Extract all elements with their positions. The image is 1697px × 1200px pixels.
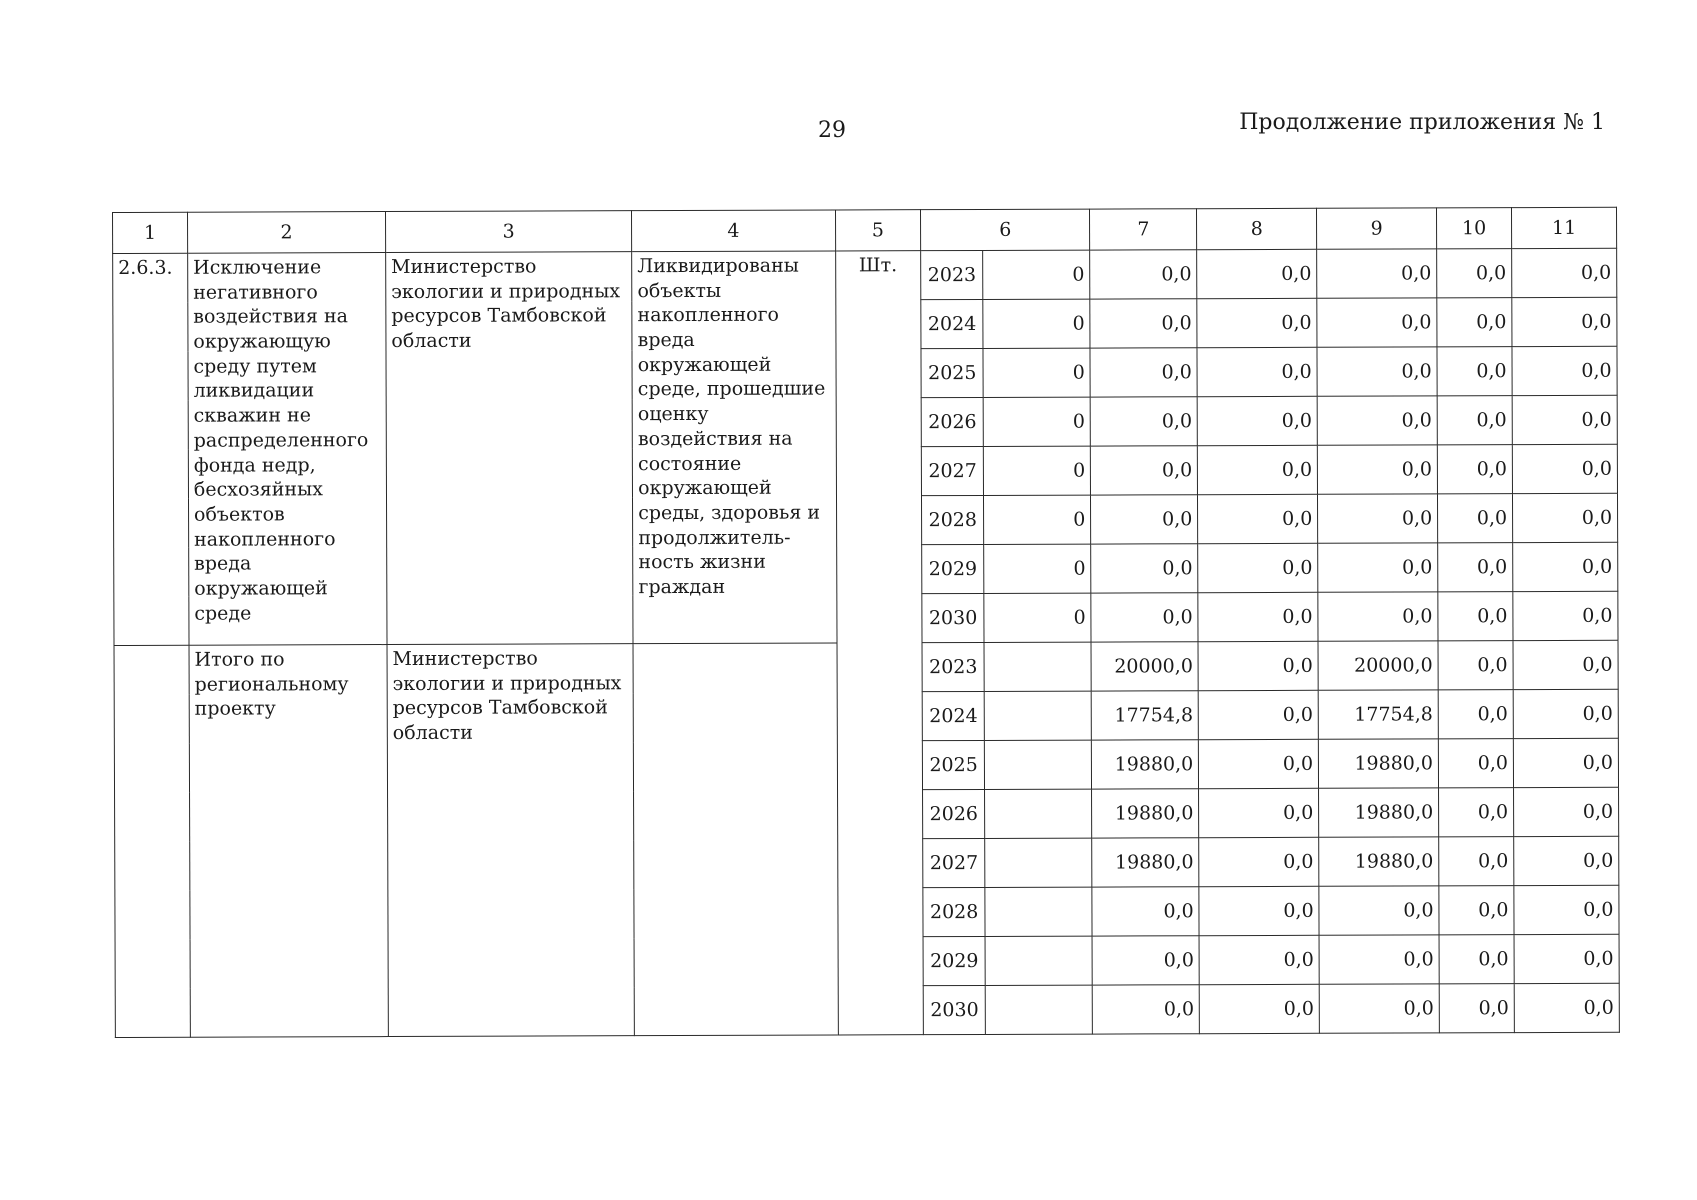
year-cell: 2026 — [923, 789, 985, 838]
amount-col-9: 0,0 — [1318, 494, 1438, 543]
amount-col-7: 0,0 — [1091, 544, 1198, 593]
col-header: 1 — [113, 212, 188, 253]
amount-col-11: 0,0 — [1512, 493, 1617, 542]
amount-col-7: 20000,0 — [1091, 642, 1198, 691]
amount-col-8: 0,0 — [1198, 592, 1318, 641]
amount-col-8: 0,0 — [1199, 935, 1319, 984]
amount-col-9: 0,0 — [1318, 445, 1438, 494]
indicator-value: 0 — [983, 250, 1090, 299]
indicator-value: 0 — [983, 299, 1090, 348]
indicator-value: 0 — [983, 397, 1090, 446]
amount-col-8: 0,0 — [1198, 641, 1318, 690]
col-header: 3 — [385, 211, 631, 253]
col-header: 7 — [1090, 209, 1197, 250]
indicator-value: 0 — [984, 593, 1091, 642]
amount-col-7: 0,0 — [1091, 495, 1198, 544]
amount-col-8: 0,0 — [1197, 396, 1317, 445]
col-header: 6 — [921, 209, 1090, 251]
amount-col-10: 0,0 — [1437, 298, 1512, 347]
item-indicator — [633, 643, 838, 1036]
indicator-value: 0 — [983, 348, 1090, 397]
item-executor: Министерство экологии и природных ресурсов Тамбовской области — [386, 252, 634, 645]
item-unit: Шт. — [835, 251, 923, 1035]
amount-col-7: 0,0 — [1092, 887, 1199, 936]
indicator-value — [985, 887, 1092, 936]
amount-col-9: 0,0 — [1317, 249, 1437, 298]
amount-col-9: 0,0 — [1319, 935, 1439, 984]
amount-col-11: 0,0 — [1512, 297, 1617, 346]
indicator-value: 0 — [984, 544, 1091, 593]
amount-col-10: 0,0 — [1439, 886, 1514, 935]
amount-col-10: 0,0 — [1439, 837, 1514, 886]
amount-col-10: 0,0 — [1437, 347, 1512, 396]
amount-col-8: 0,0 — [1200, 984, 1320, 1033]
amount-col-11: 0,0 — [1514, 836, 1619, 885]
col-header: 9 — [1317, 208, 1437, 249]
amount-col-8: 0,0 — [1198, 445, 1318, 494]
amount-col-7: 0,0 — [1092, 985, 1199, 1034]
indicator-value — [984, 642, 1091, 691]
amount-col-11: 0,0 — [1513, 591, 1618, 640]
amount-col-8: 0,0 — [1197, 347, 1317, 396]
item-name: Исключение негативного воздействия на окружающую среду путем ликвидации скважин не распределенного фонда недр, бесхозяйных объектов накопленного вреда окружающей среде — [188, 253, 387, 646]
item-name: Итого по региональному проекту — [189, 645, 388, 1038]
amount-col-9: 17754,8 — [1318, 690, 1438, 739]
year-cell: 2025 — [921, 348, 983, 397]
amount-col-8: 0,0 — [1199, 739, 1319, 788]
table-row — [113, 248, 1617, 302]
amount-col-11: 0,0 — [1512, 346, 1617, 395]
amount-col-9: 0,0 — [1318, 592, 1438, 641]
amount-col-11: 0,0 — [1512, 248, 1617, 297]
amount-col-11: 0,0 — [1514, 885, 1619, 934]
amount-col-8: 0,0 — [1197, 298, 1317, 347]
amount-col-10: 0,0 — [1437, 249, 1512, 298]
amount-col-7: 0,0 — [1090, 250, 1197, 299]
year-cell: 2029 — [922, 544, 984, 593]
year-cell: 2023 — [921, 250, 983, 299]
amount-col-11: 0,0 — [1512, 395, 1617, 444]
amount-col-10: 0,0 — [1438, 641, 1513, 690]
indicator-value: 0 — [984, 495, 1091, 544]
amount-col-9: 0,0 — [1317, 298, 1437, 347]
amount-col-11: 0,0 — [1512, 444, 1617, 493]
amount-col-7: 19880,0 — [1092, 789, 1199, 838]
amount-col-7: 19880,0 — [1092, 838, 1199, 887]
amount-col-8: 0,0 — [1197, 249, 1317, 298]
amount-col-11: 0,0 — [1513, 738, 1618, 787]
amount-col-9: 19880,0 — [1319, 837, 1439, 886]
indicator-value — [985, 740, 1092, 789]
year-cell: 2030 — [923, 985, 985, 1034]
amount-col-9: 0,0 — [1317, 396, 1437, 445]
amount-col-7: 0,0 — [1090, 348, 1197, 397]
amount-col-11: 0,0 — [1513, 542, 1618, 591]
amount-col-9: 0,0 — [1318, 543, 1438, 592]
header-row — [113, 207, 1617, 253]
year-cell: 2027 — [923, 838, 985, 887]
amount-col-7: 0,0 — [1090, 299, 1197, 348]
amount-col-9: 0,0 — [1319, 886, 1439, 935]
amount-col-10: 0,0 — [1437, 396, 1512, 445]
year-cell: 2024 — [922, 691, 984, 740]
amount-col-10: 0,0 — [1438, 543, 1513, 592]
program-table — [112, 207, 1620, 1038]
amount-col-9: 19880,0 — [1319, 739, 1439, 788]
year-cell: 2028 — [922, 495, 984, 544]
amount-col-7: 17754,8 — [1091, 691, 1198, 740]
col-header: 8 — [1197, 208, 1317, 249]
amount-col-10: 0,0 — [1438, 739, 1513, 788]
year-cell: 2025 — [923, 740, 985, 789]
item-number: 2.6.3. — [113, 253, 189, 645]
indicator-value: 0 — [984, 446, 1091, 495]
amount-col-7: 0,0 — [1091, 593, 1198, 642]
indicator-value — [985, 936, 1092, 985]
amount-col-9: 0,0 — [1317, 347, 1437, 396]
amount-col-10: 0,0 — [1439, 788, 1514, 837]
amount-col-8: 0,0 — [1198, 690, 1318, 739]
indicator-value — [985, 838, 1092, 887]
year-cell: 2030 — [922, 593, 984, 642]
col-header: 5 — [835, 210, 921, 251]
amount-col-8: 0,0 — [1198, 543, 1318, 592]
indicator-value — [985, 985, 1092, 1034]
col-header: 11 — [1511, 207, 1616, 248]
amount-col-11: 0,0 — [1514, 934, 1619, 983]
amount-col-8: 0,0 — [1199, 788, 1319, 837]
amount-col-11: 0,0 — [1513, 640, 1618, 689]
amount-col-9: 20000,0 — [1318, 641, 1438, 690]
item-indicator: Ликвидированы объекты накопленного вреда окружающей среде, прошедшие оценку воздействия на состояние окружающей среды, здоровья и продолжитель-ность жизни граждан — [632, 251, 837, 644]
year-cell: 2029 — [923, 936, 985, 985]
amount-col-10: 0,0 — [1439, 984, 1514, 1033]
amount-col-10: 0,0 — [1438, 494, 1513, 543]
amount-col-10: 0,0 — [1438, 690, 1513, 739]
year-cell: 2027 — [921, 446, 983, 495]
col-header: 2 — [187, 212, 385, 254]
amount-col-9: 19880,0 — [1319, 788, 1439, 837]
amount-col-7: 0,0 — [1092, 936, 1199, 985]
year-cell: 2024 — [921, 299, 983, 348]
amount-col-8: 0,0 — [1199, 837, 1319, 886]
amount-col-9: 0,0 — [1319, 984, 1439, 1033]
year-cell: 2028 — [923, 887, 985, 936]
col-header: 4 — [632, 210, 836, 252]
amount-col-10: 0,0 — [1437, 445, 1512, 494]
indicator-value — [984, 691, 1091, 740]
indicator-value — [985, 789, 1092, 838]
amount-col-10: 0,0 — [1438, 592, 1513, 641]
amount-col-8: 0,0 — [1198, 494, 1318, 543]
amount-col-11: 0,0 — [1513, 689, 1618, 738]
amount-col-7: 19880,0 — [1092, 740, 1199, 789]
amount-col-7: 0,0 — [1091, 446, 1198, 495]
amount-col-10: 0,0 — [1439, 935, 1514, 984]
amount-col-11: 0,0 — [1514, 983, 1619, 1032]
item-executor: Министерство экологии и природных ресурсов Тамбовской области — [387, 644, 635, 1037]
table-body — [113, 248, 1620, 1037]
year-cell: 2023 — [922, 642, 984, 691]
amount-col-11: 0,0 — [1514, 787, 1619, 836]
year-cell: 2026 — [921, 397, 983, 446]
appendix-label: Продолжение приложения № 1 — [1239, 110, 1605, 135]
page-number: 29 — [818, 118, 846, 143]
amount-col-8: 0,0 — [1199, 886, 1319, 935]
col-header: 10 — [1437, 208, 1512, 249]
amount-col-7: 0,0 — [1090, 397, 1197, 446]
item-number — [114, 645, 190, 1037]
